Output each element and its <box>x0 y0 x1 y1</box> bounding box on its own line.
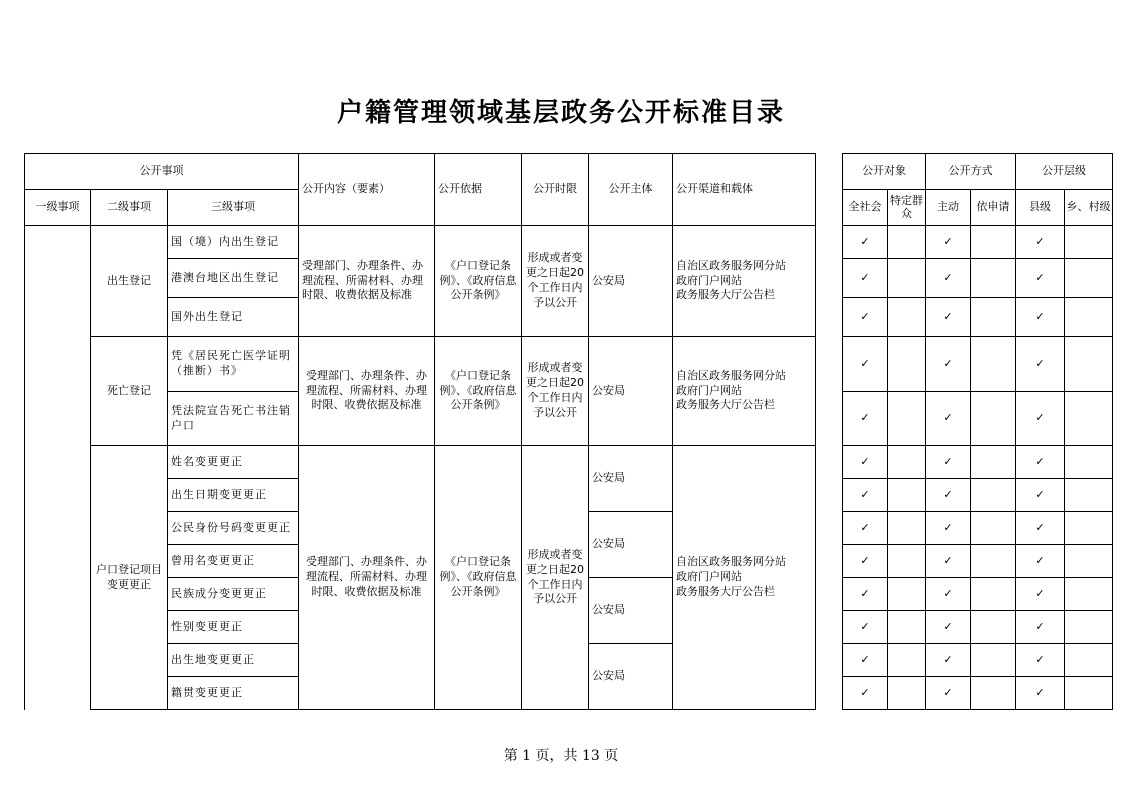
check-county: ✓ <box>1016 259 1065 298</box>
header-level-village: 乡、村级 <box>1065 190 1113 226</box>
channel-line: 自治区政务服务网分站 <box>676 368 786 382</box>
check-active: ✓ <box>926 259 971 298</box>
header-method: 公开方式 <box>926 154 1016 190</box>
channel-line: 政府门户网站 <box>676 383 742 397</box>
subject-cell: 公安局 <box>589 512 673 578</box>
header-level: 公开层级 <box>1016 154 1113 190</box>
level3-cell: 性别变更更正 <box>168 611 299 644</box>
check-all: ✓ <box>843 479 888 512</box>
table-row <box>25 446 1113 479</box>
check-active: ✓ <box>926 337 971 392</box>
subject-cell: 公安局 <box>589 644 673 710</box>
level2-cell: 出生登记 <box>91 226 168 337</box>
check-active: ✓ <box>926 545 971 578</box>
time-cell: 形成或者变更之日起20个工作日内予以公开 <box>522 226 589 337</box>
check-all: ✓ <box>843 226 888 259</box>
check-all: ✓ <box>843 578 888 611</box>
header-content: 公开内容（要素） <box>299 154 435 226</box>
level3-cell: 姓名变更更正 <box>168 446 299 479</box>
subject-cell: 公安局 <box>589 578 673 644</box>
level3-cell: 国（境）内出生登记 <box>168 226 299 259</box>
level2-cell: 死亡登记 <box>91 337 168 446</box>
level1-cell <box>25 226 91 710</box>
check-county: ✓ <box>1016 545 1065 578</box>
check-county: ✓ <box>1016 446 1065 479</box>
channel-line: 政务服务大厅公告栏 <box>676 398 775 412</box>
header-level-county: 县级 <box>1016 190 1065 226</box>
header-channel: 公开渠道和载体 <box>673 154 816 226</box>
level3-cell: 凭法院宣告死亡书注销户口 <box>168 392 299 446</box>
table-row <box>25 226 1113 259</box>
table-row <box>25 337 1113 392</box>
level3-cell: 出生地变更更正 <box>168 644 299 677</box>
time-cell: 形成或者变更之日起20个工作日内予以公开 <box>522 446 589 710</box>
check-active: ✓ <box>926 512 971 545</box>
check-county: ✓ <box>1016 392 1065 446</box>
channel-cell <box>673 446 816 710</box>
content-cell: 受理部门、办理条件、办理流程、所需材料、办理时限、收费依据及标准 <box>299 446 435 710</box>
level3-cell: 凭《居民死亡医学证明（推断）书》 <box>168 337 299 392</box>
channel-cell <box>673 226 816 337</box>
header-items: 公开事项 <box>25 154 299 190</box>
check-county: ✓ <box>1016 611 1065 644</box>
header-target-all: 全社会 <box>843 190 888 226</box>
header-basis: 公开依据 <box>435 154 522 226</box>
subject-cell: 公安局 <box>589 446 673 512</box>
catalog-table <box>24 153 1113 710</box>
column-gap <box>816 154 843 226</box>
check-all: ✓ <box>843 611 888 644</box>
page-footer: 第 1 页，共 13 页 <box>503 748 619 764</box>
channel-line: 自治区政务服务网分站 <box>676 555 786 569</box>
check-county: ✓ <box>1016 677 1065 710</box>
check-county: ✓ <box>1016 578 1065 611</box>
level2-cell: 户口登记项目变更更正 <box>91 446 168 710</box>
check-county: ✓ <box>1016 479 1065 512</box>
level3-cell: 国外出生登记 <box>168 298 299 337</box>
level3-cell: 出生日期变更更正 <box>168 479 299 512</box>
check-county: ✓ <box>1016 226 1065 259</box>
check-all: ✓ <box>843 392 888 446</box>
check-all: ✓ <box>843 545 888 578</box>
check-active: ✓ <box>926 677 971 710</box>
check-county: ✓ <box>1016 644 1065 677</box>
channel-line: 政府门户网站 <box>676 273 742 287</box>
channel-line: 政务服务大厅公告栏 <box>676 584 775 598</box>
check-active: ✓ <box>926 446 971 479</box>
header-time: 公开时限 <box>522 154 589 226</box>
channel-line: 自治区政务服务网分站 <box>676 258 786 272</box>
check-active: ✓ <box>926 611 971 644</box>
subject-cell: 公安局 <box>589 337 673 446</box>
check-active: ✓ <box>926 644 971 677</box>
level3-cell: 公民身份号码变更更正 <box>168 512 299 545</box>
page-title: 户籍管理领域基层政务公开标准目录 <box>336 98 785 128</box>
check-all: ✓ <box>843 644 888 677</box>
header-level1: 一级事项 <box>25 190 91 226</box>
check-all: ✓ <box>843 298 888 337</box>
basis-cell: 《户口登记条例》、《政府信息公开条例》 <box>435 446 522 710</box>
check-all: ✓ <box>843 677 888 710</box>
header-level3: 三级事项 <box>168 190 299 226</box>
check-active: ✓ <box>926 298 971 337</box>
check-all: ✓ <box>843 512 888 545</box>
level3-cell: 民族成分变更更正 <box>168 578 299 611</box>
check-county: ✓ <box>1016 298 1065 337</box>
check-all: ✓ <box>843 446 888 479</box>
subject-cell: 公安局 <box>589 226 673 337</box>
level3-cell: 曾用名变更更正 <box>168 545 299 578</box>
header-method-request: 依申请 <box>971 190 1016 226</box>
channel-cell <box>673 337 816 446</box>
check-all: ✓ <box>843 337 888 392</box>
header-target-specific: 特定群众 <box>888 190 926 226</box>
check-active: ✓ <box>926 226 971 259</box>
check-county: ✓ <box>1016 512 1065 545</box>
check-all: ✓ <box>843 259 888 298</box>
content-cell: 受理部门、办理条件、办理流程、所需材料、办理时限、收费依据及标准 <box>299 226 435 337</box>
header-level2: 二级事项 <box>91 190 168 226</box>
channel-line: 政务服务大厅公告栏 <box>676 288 775 302</box>
header-subject: 公开主体 <box>589 154 673 226</box>
time-cell: 形成或者变更之日起20个工作日内予以公开 <box>522 337 589 446</box>
basis-cell: 《户口登记条例》、《政府信息公开条例》 <box>435 226 522 337</box>
check-active: ✓ <box>926 392 971 446</box>
content-cell: 受理部门、办理条件、办理流程、所需材料、办理时限、收费依据及标准 <box>299 337 435 446</box>
level3-cell: 港澳台地区出生登记 <box>168 259 299 298</box>
check-active: ✓ <box>926 578 971 611</box>
header-method-active: 主动 <box>926 190 971 226</box>
header-target: 公开对象 <box>843 154 926 190</box>
channel-line: 政府门户网站 <box>676 570 742 584</box>
basis-cell: 《户口登记条例》、《政府信息公开条例》 <box>435 337 522 446</box>
check-active: ✓ <box>926 479 971 512</box>
level3-cell: 籍贯变更更正 <box>168 677 299 710</box>
check-county: ✓ <box>1016 337 1065 392</box>
